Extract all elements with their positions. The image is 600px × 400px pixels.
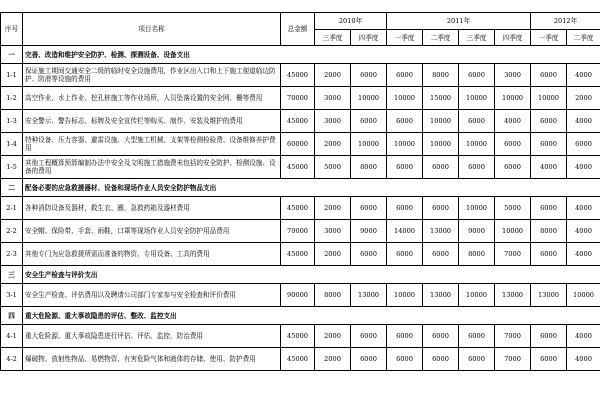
- row-quarter-value: 6000: [351, 243, 387, 266]
- section-title: 重大危险源、重大事故隐患的评估、整改、监控支出: [23, 307, 600, 325]
- row-id: 1-4: [1, 133, 23, 156]
- row-quarter-value: 6000: [459, 64, 495, 87]
- row-quarter-value: 8000: [423, 64, 459, 87]
- row-quarter-value: 4000: [567, 156, 600, 179]
- row-quarter-value: 10000: [387, 87, 423, 110]
- row-name: 其他专门为应急救援所需而准备的物资、专用设备、工具的费用: [23, 243, 281, 266]
- row-name: 保证施工期间交通安全二级的临时安全设施费用，作业区出入口和上下施工便道临边防护、防滑等设施的费用: [23, 64, 281, 87]
- row-quarter-value: 10000: [423, 110, 459, 133]
- row-quarter-value: 6000: [459, 348, 495, 371]
- row-quarter-value: 2000: [567, 87, 600, 110]
- row-quarter-value: 10000: [459, 87, 495, 110]
- row-quarter-value: 10000: [459, 284, 495, 307]
- row-quarter-value: 6000: [459, 325, 495, 348]
- row-id: 1-2: [1, 87, 23, 110]
- row-quarter-value: 2000: [315, 197, 351, 220]
- row-quarter-value: 6000: [351, 64, 387, 87]
- row-quarter-value: 6000: [531, 348, 567, 371]
- table-row: [1, 133, 600, 156]
- row-quarter-value: 6000: [387, 348, 423, 371]
- row-quarter-value: 6000: [387, 64, 423, 87]
- row-id: 2-2: [1, 220, 23, 243]
- table-row: [1, 110, 600, 133]
- row-total: 45000: [281, 156, 315, 179]
- row-total: 70000: [281, 220, 315, 243]
- row-total: 45000: [281, 325, 315, 348]
- table-row: [1, 87, 600, 110]
- table-row: [1, 284, 600, 307]
- row-id: 2-1: [1, 197, 23, 220]
- row-quarter-value: 4000: [567, 197, 600, 220]
- row-quarter-value: 6000: [567, 133, 600, 156]
- row-quarter-value: 10000: [351, 133, 387, 156]
- row-id: 1-1: [1, 64, 23, 87]
- row-quarter-value: 10000: [387, 284, 423, 307]
- row-name: 特种设备、压力容器、避雷设施、大型施工机械、支架等检测检验费、设备维修养护费用: [23, 133, 281, 156]
- row-total: 45000: [281, 64, 315, 87]
- row-total: 45000: [281, 197, 315, 220]
- table-row: [1, 243, 600, 266]
- row-quarter-value: 4000: [567, 220, 600, 243]
- row-quarter-value: 3000: [315, 87, 351, 110]
- row-quarter-value: 6000: [423, 243, 459, 266]
- row-quarter-value: 4000: [531, 156, 567, 179]
- row-quarter-value: 10000: [423, 133, 459, 156]
- row-quarter-value: 4000: [567, 64, 600, 87]
- row-quarter-value: 4000: [567, 325, 600, 348]
- header-quarter: 二季度: [423, 30, 459, 46]
- header-year-2011: 2011年: [387, 13, 531, 30]
- row-quarter-value: 6000: [387, 325, 423, 348]
- table-row: [1, 197, 600, 220]
- row-id: 4-1: [1, 325, 23, 348]
- section-title: 配备必要的应急救援器材、设备和现场作业人员安全防护物品支出: [23, 179, 600, 197]
- row-quarter-value: 3000: [495, 64, 531, 87]
- row-quarter-value: 10000: [459, 133, 495, 156]
- section-number: 二: [1, 179, 23, 197]
- row-quarter-value: 10000: [387, 133, 423, 156]
- row-quarter-value: 7000: [495, 348, 531, 371]
- row-quarter-value: 13000: [351, 284, 387, 307]
- row-quarter-value: 6000: [387, 156, 423, 179]
- row-quarter-value: 6000: [351, 348, 387, 371]
- row-quarter-value: 4000: [495, 110, 531, 133]
- row-quarter-value: 6000: [495, 156, 531, 179]
- row-quarter-value: 6000: [459, 156, 495, 179]
- row-quarter-value: 2000: [315, 133, 351, 156]
- table-row: [1, 64, 600, 87]
- row-quarter-value: 8000: [351, 156, 387, 179]
- row-quarter-value: 8000: [315, 284, 351, 307]
- row-quarter-value: 14000: [387, 220, 423, 243]
- row-id: 3-1: [1, 284, 23, 307]
- header-quarter: 四季度: [351, 30, 387, 46]
- row-quarter-value: 10000: [495, 87, 531, 110]
- row-id: 2-3: [1, 243, 23, 266]
- row-quarter-value: 8000: [531, 220, 567, 243]
- row-quarter-value: 10000: [567, 284, 600, 307]
- section-row: [1, 46, 600, 64]
- row-quarter-value: 10000: [531, 87, 567, 110]
- row-total: 45000: [281, 110, 315, 133]
- row-id: 1-5: [1, 156, 23, 179]
- table-row: [1, 220, 600, 243]
- header-year-2010: 2010年: [315, 13, 387, 30]
- row-name: 安全警示、警告标志、标牌及安全宣传栏等购买、制作、安装及维护的费用: [23, 110, 281, 133]
- section-number: 一: [1, 46, 23, 64]
- row-quarter-value: 6000: [423, 348, 459, 371]
- row-total: 45000: [281, 348, 315, 371]
- row-quarter-value: 2000: [315, 243, 351, 266]
- section-row: [1, 266, 600, 284]
- header-quarter: 二季度: [567, 30, 600, 46]
- section-row: [1, 307, 600, 325]
- top-margin: [0, 0, 600, 12]
- row-quarter-value: 10000: [495, 220, 531, 243]
- row-id: 4-2: [1, 348, 23, 371]
- row-quarter-value: 6000: [531, 325, 567, 348]
- row-quarter-value: 6000: [387, 197, 423, 220]
- row-quarter-value: 3000: [315, 220, 351, 243]
- row-id: 1-3: [1, 110, 23, 133]
- header-quarter: 四季度: [495, 30, 531, 46]
- row-quarter-value: 6000: [531, 64, 567, 87]
- header-quarter: 三季度: [315, 30, 351, 46]
- header-item-name: 项目名称: [23, 13, 281, 46]
- row-quarter-value: 6000: [423, 156, 459, 179]
- row-quarter-value: 4000: [567, 243, 600, 266]
- row-name: 爆破物、放射性物品、易燃物资、有害危险气体和液体的存储、使用、防护费用: [23, 348, 281, 371]
- row-quarter-value: 6000: [423, 197, 459, 220]
- row-quarter-value: 5000: [315, 156, 351, 179]
- row-quarter-value: 7000: [495, 243, 531, 266]
- header-quarter: 一季度: [387, 30, 423, 46]
- row-quarter-value: 4000: [567, 110, 600, 133]
- row-quarter-value: 9000: [351, 220, 387, 243]
- row-quarter-value: 13000: [423, 284, 459, 307]
- row-quarter-value: 6000: [531, 133, 567, 156]
- row-quarter-value: 8000: [459, 243, 495, 266]
- header-quarter: 三季度: [459, 30, 495, 46]
- row-quarter-value: 10000: [351, 87, 387, 110]
- row-name: 各种消防设备及器材，救生衣、圈，急救药箱及器材费用: [23, 197, 281, 220]
- row-name: 安全帽、保险带、手套、雨鞋，口罩等现场作业人员安全防护用品费用: [23, 220, 281, 243]
- row-total: 60000: [281, 133, 315, 156]
- table-row: [1, 348, 600, 371]
- row-total: 90000: [281, 284, 315, 307]
- row-quarter-value: 6000: [531, 110, 567, 133]
- row-quarter-value: 6000: [351, 325, 387, 348]
- section-number: 四: [1, 307, 23, 325]
- row-quarter-value: 13000: [531, 284, 567, 307]
- row-quarter-value: 7000: [495, 325, 531, 348]
- header-total: 总金额: [281, 13, 315, 46]
- header-quarter: 一季度: [531, 30, 567, 46]
- row-quarter-value: 6000: [351, 197, 387, 220]
- row-quarter-value: 13000: [423, 220, 459, 243]
- header-seq: 序号: [1, 13, 23, 46]
- row-quarter-value: 6000: [459, 110, 495, 133]
- table-row: [1, 325, 600, 348]
- row-quarter-value: 6000: [495, 133, 531, 156]
- section-title: 完善、改造和维护安全防护、检测、探测设备、设备支出: [23, 46, 600, 64]
- row-name: 安全生产检查、评估费用以及聘请公司部门专家参与安全检查和评价费用: [23, 284, 281, 307]
- row-quarter-value: 6000: [531, 197, 567, 220]
- row-quarter-value: 6000: [351, 110, 387, 133]
- row-quarter-value: 4000: [567, 348, 600, 371]
- row-total: 45000: [281, 243, 315, 266]
- section-row: [1, 179, 600, 197]
- section-title: 安全生产检查与评价支出: [23, 266, 600, 284]
- row-quarter-value: 6000: [387, 243, 423, 266]
- row-quarter-value: 9000: [459, 220, 495, 243]
- row-total: 70000: [281, 87, 315, 110]
- row-name: 高空作业、水上作业、挖孔桩施工等作业场所，人员坠落设置的安全网、栅等费用: [23, 87, 281, 110]
- row-quarter-value: 6000: [531, 243, 567, 266]
- header-year-2012: 2012年: [531, 13, 600, 30]
- row-quarter-value: 2000: [315, 325, 351, 348]
- safety-budget-table: [0, 12, 600, 371]
- row-quarter-value: 13000: [495, 284, 531, 307]
- row-quarter-value: 10000: [459, 197, 495, 220]
- row-quarter-value: 15000: [423, 87, 459, 110]
- row-name: 重大危险源、重大事故隐患进行评估、评估、监控、防治费用: [23, 325, 281, 348]
- row-quarter-value: 6000: [387, 110, 423, 133]
- row-quarter-value: 2000: [315, 64, 351, 87]
- section-number: 三: [1, 266, 23, 284]
- table-row: [1, 156, 600, 179]
- header-row-years: [1, 13, 600, 30]
- row-quarter-value: 2000: [315, 348, 351, 371]
- row-quarter-value: 6000: [423, 325, 459, 348]
- row-name: 其他工程概算预算编制办法中安全及文明施工措施费未包括的安全防护、检测设施、设备的费用: [23, 156, 281, 179]
- row-quarter-value: 3000: [315, 110, 351, 133]
- row-quarter-value: 5000: [495, 197, 531, 220]
